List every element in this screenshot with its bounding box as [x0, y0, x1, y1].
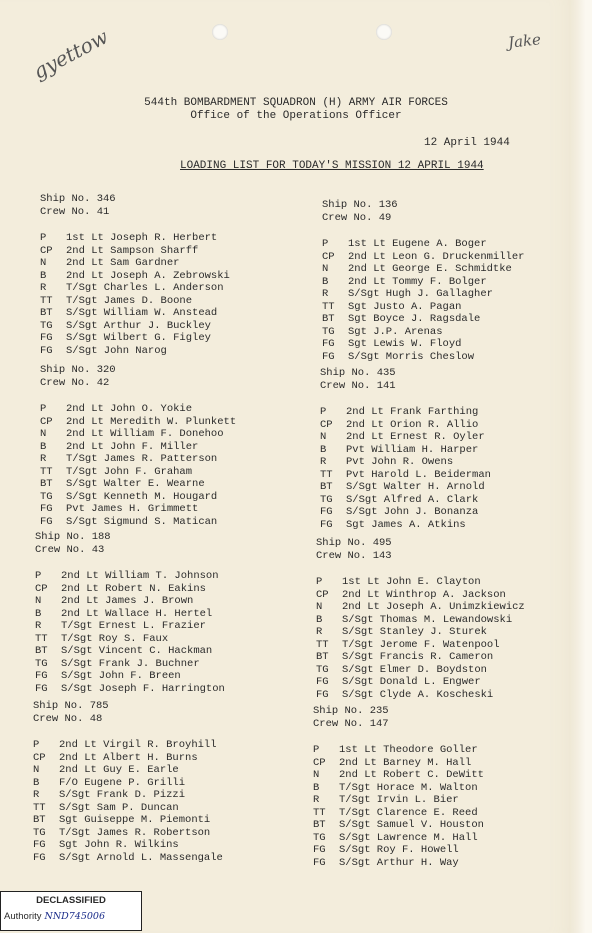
crew-member-name: S/Sgt Kenneth M. Hougard	[66, 490, 218, 503]
crew-position: TT	[316, 638, 329, 651]
crew-member-name: 1st Lt John E. Clayton	[342, 576, 481, 588]
crew-block	[320, 367, 560, 531]
crew-member-name: S/Sgt John F. Breen	[61, 670, 181, 682]
crew-position: FG	[33, 851, 46, 864]
ship-number: Ship No. 188	[35, 531, 111, 543]
crew-block	[322, 199, 562, 363]
crew-member-row	[313, 744, 553, 757]
crew-member-name: 2nd Lt Leon G. Druckenmiller	[348, 250, 525, 263]
crew-position: FG	[313, 856, 326, 869]
crew-number: Crew No. 141	[320, 379, 396, 392]
crew-position: FG	[316, 676, 329, 688]
crew-position: TT	[320, 468, 333, 481]
crew-number: Crew No. 143	[316, 549, 392, 562]
crew-member-name: S/Sgt Frank J. Buchner	[61, 657, 200, 670]
crew-number: Crew No. 41	[40, 205, 110, 218]
crew-member-row	[33, 802, 273, 815]
crew-position: N	[35, 595, 42, 607]
crew-position: FG	[33, 839, 46, 851]
crew-member-row	[33, 752, 273, 765]
ship-number: Ship No. 235	[313, 705, 389, 717]
authority-label: Authority	[4, 911, 42, 922]
crew-member-name: 1st Lt Joseph R. Herbert	[66, 232, 218, 244]
crew-member-name: S/Sgt Francis R. Cameron	[342, 651, 494, 663]
crew-member-row	[40, 295, 280, 308]
crew-member-row	[35, 633, 275, 646]
crew-position: P	[40, 403, 47, 415]
crew-member-row	[320, 456, 560, 469]
crew-position: B	[40, 269, 47, 282]
crew-member-row	[322, 288, 562, 301]
crew-position: CP	[40, 244, 53, 257]
crew-position: R	[322, 288, 329, 300]
crew-member-row	[33, 814, 273, 827]
crew-member-row	[40, 466, 280, 479]
crew-position: FG	[40, 515, 53, 528]
crew-member-row	[320, 494, 560, 507]
crew-position: FG	[320, 506, 333, 518]
ship-number: Ship No. 785	[33, 700, 109, 712]
crew-member-row	[40, 453, 280, 466]
crew-position: R	[40, 282, 47, 294]
crew-member-name: 2nd Lt Robert N. Eakins	[61, 582, 206, 595]
crew-member-name: 2nd Lt William T. Johnson	[61, 570, 219, 582]
document-date: 12 April 1944	[424, 137, 510, 149]
crew-member-name: S/Sgt Alfred A. Clark	[346, 493, 479, 506]
crew-member-name: Sgt John R. Wilkins	[59, 839, 179, 851]
crew-position: BT	[316, 651, 329, 663]
crew-member-row	[320, 469, 560, 482]
crew-member-name: 1st Lt Theodore Goller	[339, 744, 478, 756]
ship-number: Ship No. 495	[316, 537, 392, 549]
crew-member-row	[320, 406, 560, 419]
crew-member-row	[313, 782, 553, 795]
crew-block	[316, 537, 556, 701]
crew-member-name: S/Sgt Walter H. Arnold	[346, 481, 485, 493]
crew-number: Crew No. 49	[322, 211, 392, 224]
handwritten-note-top-left: gyettow	[29, 24, 113, 84]
crew-member-name: 2nd Lt Winthrop A. Jackson	[342, 588, 506, 601]
crew-member-name: 2nd Lt Sam Gardner	[66, 257, 180, 269]
crew-position: FG	[322, 338, 335, 350]
crew-position: R	[320, 456, 327, 468]
crew-member-name: T/Sgt Irvin L. Bier	[339, 794, 459, 806]
crew-member-row	[316, 601, 556, 614]
crew-position: N	[313, 769, 320, 781]
crew-position: P	[322, 238, 329, 250]
crew-member-row	[316, 689, 556, 702]
crew-member-name: T/Sgt Jerome F. Watenpool	[342, 638, 500, 651]
crew-position: TG	[316, 663, 329, 676]
crew-member-name: 1st Lt Eugene A. Boger	[348, 238, 487, 250]
crew-position: P	[40, 232, 47, 244]
crew-member-name: T/Sgt Charles L. Anderson	[66, 282, 224, 294]
crew-member-row	[320, 431, 560, 444]
crew-block	[40, 193, 280, 357]
crew-member-name: T/Sgt James R. Patterson	[66, 453, 218, 465]
crew-member-row	[316, 589, 556, 602]
crew-member-row	[40, 516, 280, 529]
crew-member-name: 2nd Lt Virgil R. Broyhill	[59, 739, 217, 751]
crew-member-name: 2nd Lt Albert H. Burns	[59, 751, 198, 764]
ship-number: Ship No. 320	[40, 364, 116, 376]
crew-position: N	[40, 428, 47, 440]
crew-member-name: 2nd Lt John F. Miller	[66, 440, 199, 453]
crew-member-row	[40, 416, 280, 429]
crew-position: TT	[33, 801, 46, 814]
crew-member-row	[35, 670, 275, 683]
crew-position: TT	[40, 294, 53, 307]
crew-member-row	[35, 683, 275, 696]
crew-number: Crew No. 48	[33, 712, 103, 725]
crew-number: Crew No. 43	[35, 543, 105, 556]
crew-member-name: S/Sgt Arnold L. Massengale	[59, 851, 223, 864]
crew-position: CP	[35, 582, 48, 595]
crew-member-name: Pvt William H. Harper	[346, 443, 479, 456]
crew-position: CP	[322, 250, 335, 263]
crew-member-name: S/Sgt Frank D. Pizzi	[59, 789, 186, 801]
crew-member-row	[40, 403, 280, 416]
declassified-stamp	[0, 891, 142, 931]
crew-member-row	[322, 301, 562, 314]
crew-member-name: Sgt Boyce J. Ragsdale	[348, 313, 481, 325]
crew-member-row	[40, 270, 280, 283]
crew-position: FG	[313, 844, 326, 856]
crew-member-row	[313, 757, 553, 770]
crew-number: Crew No. 147	[313, 717, 389, 730]
crew-position: TT	[35, 632, 48, 645]
crew-member-row	[40, 478, 280, 491]
crew-member-name: Sgt James A. Atkins	[346, 518, 466, 531]
crew-position: CP	[40, 415, 53, 428]
crew-member-name: S/Sgt Elmer D. Boydston	[342, 663, 487, 676]
crew-member-name: Pvt Harold L. Beiderman	[346, 468, 491, 481]
crew-member-row	[313, 794, 553, 807]
crew-member-row	[313, 769, 553, 782]
crew-block	[33, 700, 273, 864]
crew-member-row	[40, 282, 280, 295]
crew-position: B	[322, 275, 329, 288]
crew-number: Crew No. 42	[40, 376, 110, 389]
crew-member-name: 2nd Lt Meredith W. Plunkett	[66, 415, 237, 428]
crew-member-name: S/Sgt Arthur J. Buckley	[66, 319, 211, 332]
crew-position: BT	[40, 478, 53, 490]
crew-member-row	[320, 419, 560, 432]
crew-member-name: F/O Eugene P. Grilli	[59, 776, 186, 789]
crew-position: N	[322, 263, 329, 275]
crew-member-row	[316, 664, 556, 677]
crew-member-name: 2nd Lt Joseph A. Unimzkiewicz	[342, 601, 525, 613]
crew-block	[313, 705, 553, 869]
crew-position: TG	[33, 826, 46, 839]
crew-member-row	[320, 519, 560, 532]
crew-member-row	[313, 819, 553, 832]
crew-member-name: S/Sgt Hugh J. Gallagher	[348, 288, 493, 300]
crew-member-name: T/Sgt Roy S. Faux	[61, 632, 169, 645]
crew-member-row	[40, 503, 280, 516]
crew-member-name: 2nd Lt William F. Donehoo	[66, 428, 224, 440]
ship-number: Ship No. 346	[40, 193, 116, 205]
crew-position: FG	[40, 344, 53, 357]
crew-member-name: Pvt John R. Owens	[346, 456, 454, 468]
crew-member-name: 2nd Lt Frank Farthing	[346, 406, 479, 418]
punch-hole	[212, 24, 228, 40]
crew-member-row	[33, 777, 273, 790]
crew-member-name: S/Sgt Donald L. Engwer	[342, 676, 481, 688]
crew-position: TT	[40, 465, 53, 478]
crew-member-name: S/Sgt Lawrence M. Hall	[339, 831, 478, 844]
crew-member-row	[313, 844, 553, 857]
crew-member-name: T/Sgt Clarence E. Reed	[339, 806, 478, 819]
crew-block	[40, 364, 280, 528]
crew-member-name: S/Sgt Samuel V. Houston	[339, 819, 484, 831]
crew-member-row	[33, 789, 273, 802]
crew-member-row	[322, 351, 562, 364]
crew-position: FG	[316, 688, 329, 701]
crew-member-row	[316, 626, 556, 639]
crew-member-row	[40, 257, 280, 270]
crew-member-name: S/Sgt Arthur H. Way	[339, 856, 459, 869]
crew-member-row	[35, 608, 275, 621]
crew-position: FG	[322, 350, 335, 363]
authority-value: NND745006	[44, 911, 106, 922]
crew-member-row	[40, 441, 280, 454]
crew-position: BT	[33, 814, 46, 826]
crew-position: BT	[40, 307, 53, 319]
crew-member-name: S/Sgt Thomas M. Lewandowski	[342, 613, 513, 626]
crew-member-row	[35, 570, 275, 583]
crew-member-row	[316, 651, 556, 664]
crew-member-name: 2nd Lt Robert C. DeWitt	[339, 769, 484, 781]
crew-member-row	[316, 676, 556, 689]
crew-position: P	[313, 744, 320, 756]
crew-member-row	[322, 263, 562, 276]
crew-member-name: 2nd Lt Ernest R. Oyler	[346, 431, 485, 443]
crew-position: R	[35, 620, 42, 632]
crew-position: N	[316, 601, 323, 613]
crew-member-name: 2nd Lt Guy E. Earle	[59, 764, 179, 776]
paper-edge	[570, 0, 592, 933]
crew-member-row	[33, 764, 273, 777]
crew-member-row	[40, 307, 280, 320]
crew-position: P	[320, 406, 327, 418]
crew-position: FG	[40, 332, 53, 344]
crew-member-row	[320, 506, 560, 519]
crew-member-name: T/Sgt John F. Graham	[66, 465, 193, 478]
crew-member-name: 2nd Lt Joseph A. Zebrowski	[66, 269, 230, 282]
crew-position: P	[33, 739, 40, 751]
crew-member-row	[316, 576, 556, 589]
crew-member-name: Sgt Guiseppe M. Piemonti	[59, 814, 211, 826]
crew-member-row	[322, 313, 562, 326]
crew-position: N	[320, 431, 327, 443]
crew-position: TG	[320, 493, 333, 506]
crew-position: R	[40, 453, 47, 465]
crew-member-name: T/Sgt James D. Boone	[66, 294, 193, 307]
crew-position: B	[33, 776, 40, 789]
punch-hole	[376, 24, 392, 40]
crew-position: CP	[320, 418, 333, 431]
crew-member-name: 2nd Lt Barney M. Hall	[339, 756, 472, 769]
crew-position: B	[320, 443, 327, 456]
crew-position: TG	[40, 319, 53, 332]
crew-position: BT	[322, 313, 335, 325]
crew-member-name: 2nd Lt George E. Schmidtke	[348, 263, 512, 275]
crew-member-row	[316, 639, 556, 652]
crew-position: BT	[35, 645, 48, 657]
handwritten-initials-top-right: Jake	[507, 30, 542, 52]
crew-position: P	[35, 570, 42, 582]
crew-member-name: Pvt James H. Grimmett	[66, 503, 199, 515]
crew-position: FG	[35, 670, 48, 682]
crew-member-name: Sgt Lewis W. Floyd	[348, 338, 462, 350]
crew-member-row	[40, 345, 280, 358]
crew-member-row	[320, 481, 560, 494]
crew-block	[35, 531, 275, 695]
crew-member-name: 2nd Lt James J. Brown	[61, 595, 194, 607]
crew-member-name: T/Sgt Horace M. Walton	[339, 781, 478, 794]
crew-position: B	[35, 607, 42, 620]
crew-position: R	[33, 789, 40, 801]
crew-position: FG	[35, 682, 48, 695]
declassified-label: DECLASSIFIED	[36, 895, 106, 906]
crew-member-name: S/Sgt Walter E. Wearne	[66, 478, 205, 490]
crew-position: CP	[316, 588, 329, 601]
crew-position: FG	[40, 503, 53, 515]
crew-member-row	[33, 852, 273, 865]
crew-position: P	[316, 576, 323, 588]
crew-member-row	[313, 832, 553, 845]
crew-member-row	[322, 338, 562, 351]
crew-member-row	[35, 645, 275, 658]
crew-member-name: S/Sgt William W. Anstead	[66, 307, 218, 319]
crew-position: TG	[40, 490, 53, 503]
crew-member-row	[40, 491, 280, 504]
crew-member-name: 2nd Lt Wallace H. Hertel	[61, 607, 213, 620]
crew-member-row	[313, 807, 553, 820]
crew-member-name: S/Sgt John J. Bonanza	[346, 506, 479, 518]
crew-member-row	[33, 739, 273, 752]
squadron-heading: 544th BOMBARDMENT SQUADRON (H) ARMY AIR FORCES	[144, 97, 448, 109]
crew-position: FG	[320, 518, 333, 531]
document-title: LOADING LIST FOR TODAY'S MISSION 12 APRIL 1944	[180, 160, 484, 172]
crew-position: B	[40, 440, 47, 453]
crew-position: R	[313, 794, 320, 806]
crew-member-name: S/Sgt Stanley J. Sturek	[342, 626, 487, 638]
crew-member-row	[35, 658, 275, 671]
crew-member-name: S/Sgt Sigmund S. Matican	[66, 515, 218, 528]
crew-member-name: S/Sgt Morris Cheslow	[348, 350, 475, 363]
office-heading: Office of the Operations Officer	[190, 110, 402, 122]
crew-member-name: 2nd Lt Tommy F. Bolger	[348, 275, 487, 288]
crew-position: TG	[322, 325, 335, 338]
crew-position: B	[313, 781, 320, 794]
crew-member-row	[33, 827, 273, 840]
crew-member-row	[313, 857, 553, 870]
crew-member-row	[322, 276, 562, 289]
crew-member-name: S/Sgt Sam P. Duncan	[59, 801, 179, 814]
crew-member-name: S/Sgt Roy F. Howell	[339, 844, 459, 856]
crew-member-name: Sgt J.P. Arenas	[348, 325, 443, 338]
crew-position: CP	[33, 751, 46, 764]
crew-member-row	[40, 320, 280, 333]
crew-position: TG	[313, 831, 326, 844]
crew-member-name: S/Sgt Clyde A. Koscheski	[342, 688, 494, 701]
crew-member-row	[320, 444, 560, 457]
crew-member-name: S/Sgt John Narog	[66, 344, 167, 357]
crew-position: TT	[313, 806, 326, 819]
crew-member-row	[40, 232, 280, 245]
crew-member-row	[33, 839, 273, 852]
crew-position: R	[316, 626, 323, 638]
crew-member-row	[322, 326, 562, 339]
crew-position: TT	[322, 300, 335, 313]
crew-position: N	[33, 764, 40, 776]
crew-member-name: T/Sgt James R. Robertson	[59, 826, 211, 839]
crew-member-row	[35, 595, 275, 608]
crew-position: N	[40, 257, 47, 269]
crew-member-name: S/Sgt Vincent C. Hackman	[61, 645, 213, 657]
crew-member-row	[40, 428, 280, 441]
crew-member-row	[40, 245, 280, 258]
crew-member-row	[40, 332, 280, 345]
crew-member-name: 2nd Lt John O. Yokie	[66, 403, 193, 415]
crew-member-name: S/Sgt Joseph F. Harrington	[61, 682, 225, 695]
crew-position: CP	[313, 756, 326, 769]
crew-member-row	[316, 614, 556, 627]
crew-member-name: Sgt Justo A. Pagan	[348, 300, 462, 313]
crew-position: TG	[35, 657, 48, 670]
crew-member-name: T/Sgt Ernest L. Frazier	[61, 620, 206, 632]
ship-number: Ship No. 435	[320, 367, 396, 379]
crew-position: BT	[313, 819, 326, 831]
ship-number: Ship No. 136	[322, 199, 398, 211]
crew-member-name: 2nd Lt Orion R. Allio	[346, 418, 479, 431]
crew-member-row	[322, 251, 562, 264]
crew-member-row	[35, 620, 275, 633]
crew-member-name: 2nd Lt Sampson Sharff	[66, 244, 199, 257]
crew-member-row	[35, 583, 275, 596]
crew-position: B	[316, 613, 323, 626]
crew-position: BT	[320, 481, 333, 493]
crew-member-row	[322, 238, 562, 251]
crew-member-name: S/Sgt Wilbert G. Figley	[66, 332, 211, 344]
